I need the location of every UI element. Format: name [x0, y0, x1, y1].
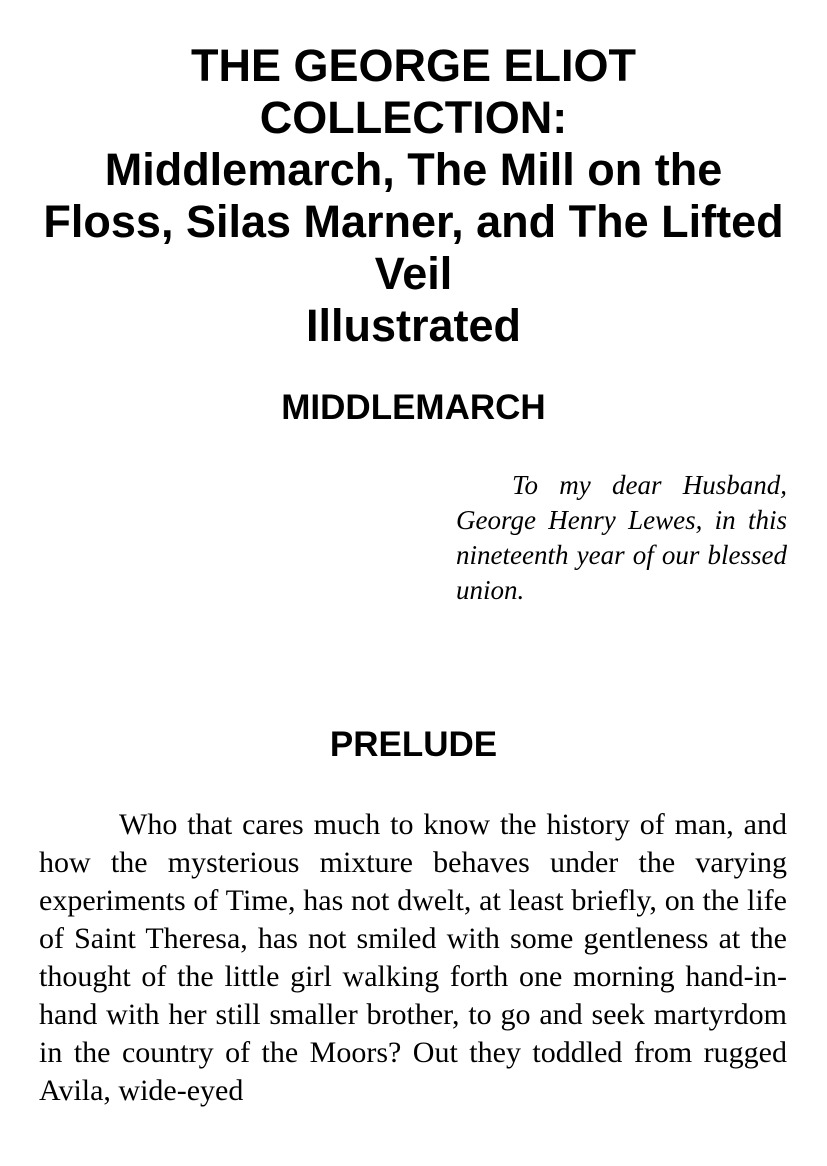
title-line: THE GEORGE ELIOT [190, 40, 637, 91]
book-heading: MIDDLEMARCH [281, 388, 546, 427]
prelude-paragraph: Who that cares much to know the history of man, and how the mysterious mixture behaves under the varying experiments of Time, has not dwelt, at least briefly, on the life of Saint Theresa, has not smiled with some gentleness at the thought of the little girl walking forth one morning hand-in-hand with her still smaller brother, to go and seek martyrdom in the country of the Moors? Out they toddled from rugged Avila, wide-eyed [39, 808, 787, 1107]
dedication-text: To my dear Husband, George Henry Lewes, in this nineteenth year of our blessed union. [456, 470, 787, 605]
title-line: COLLECTION: [259, 92, 568, 143]
prelude-heading: PRELUDE [329, 725, 498, 764]
title-line: Middlemarch, The Mill on the [104, 144, 723, 195]
collection-title [30, 40, 797, 352]
title-line: Illustrated [305, 300, 522, 351]
title-line: Veil [374, 248, 453, 299]
title-line: Floss, Silas Marner, and The Lifted [43, 196, 784, 247]
